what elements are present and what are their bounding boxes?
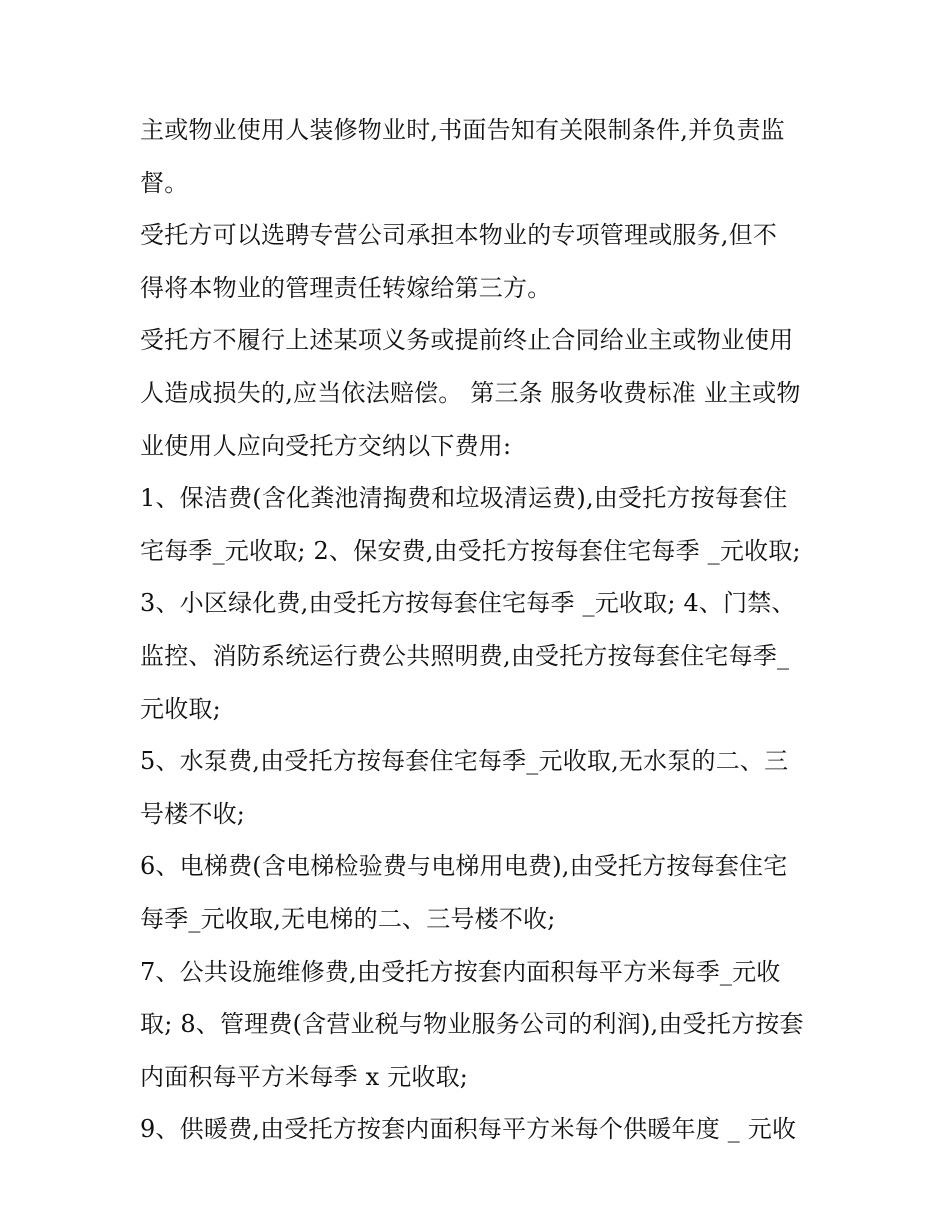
text-line: 业使用人应向受托方交纳以下费用:: [140, 431, 512, 460]
text-line: 每季_元收取,无电梯的二、三号楼不收;: [140, 904, 556, 933]
text-line: 6、电梯费(含电梯检验费与电梯用电费),由受托方按每套住宅: [140, 852, 788, 881]
text-line: 内面积每平方米每季 x 元收取;: [140, 1062, 469, 1091]
text-line: 人造成损失的,应当依法赔偿。 第三条 服务收费标准 业主或物: [140, 378, 801, 407]
text-line: 督。: [140, 168, 189, 197]
text-line: 主或物业使用人装修物业时,书面告知有关限制条件,并负责监: [140, 116, 785, 144]
text-line: 3、小区绿化费,由受托方按每套住宅每季 _元收取; 4、门禁、: [140, 589, 796, 618]
text-line: 元收取;: [140, 694, 221, 723]
text-line: 1、保洁费(含化粪池清掏费和垃圾清运费),由受托方按每套住: [140, 484, 788, 513]
text-line: 7、公共设施维修费,由受托方按套内面积每平方米每季_元收: [140, 957, 781, 986]
text-line: 取; 8、管理费(含营业税与物业服务公司的利润),由受托方按套: [140, 1010, 804, 1039]
text-line: 受托方不履行上述某项义务或提前终止合同给业主或物业使用: [140, 326, 794, 355]
text-line: 9、供暖费,由受托方按套内面积每平方米每个供暖年度 _ 元收: [140, 1115, 797, 1144]
text-line: 5、水泵费,由受托方按每套住宅每季_元收取,无水泵的二、三: [140, 747, 789, 776]
text-line: 受托方可以选聘专营公司承担本物业的专项管理或服务,但不: [140, 221, 778, 250]
document-body: [140, 104, 820, 1156]
text-line: 宅每季_元收取; 2、保安费,由受托方按每套住宅每季 _元收取;: [140, 536, 801, 565]
text-line: 监控、消防系统运行费公共照明费,由受托方按每套住宅每季_: [140, 641, 790, 670]
text-line: 号楼不收;: [140, 799, 246, 828]
text-line: 得将本物业的管理责任转嫁给第三方。: [140, 273, 552, 302]
